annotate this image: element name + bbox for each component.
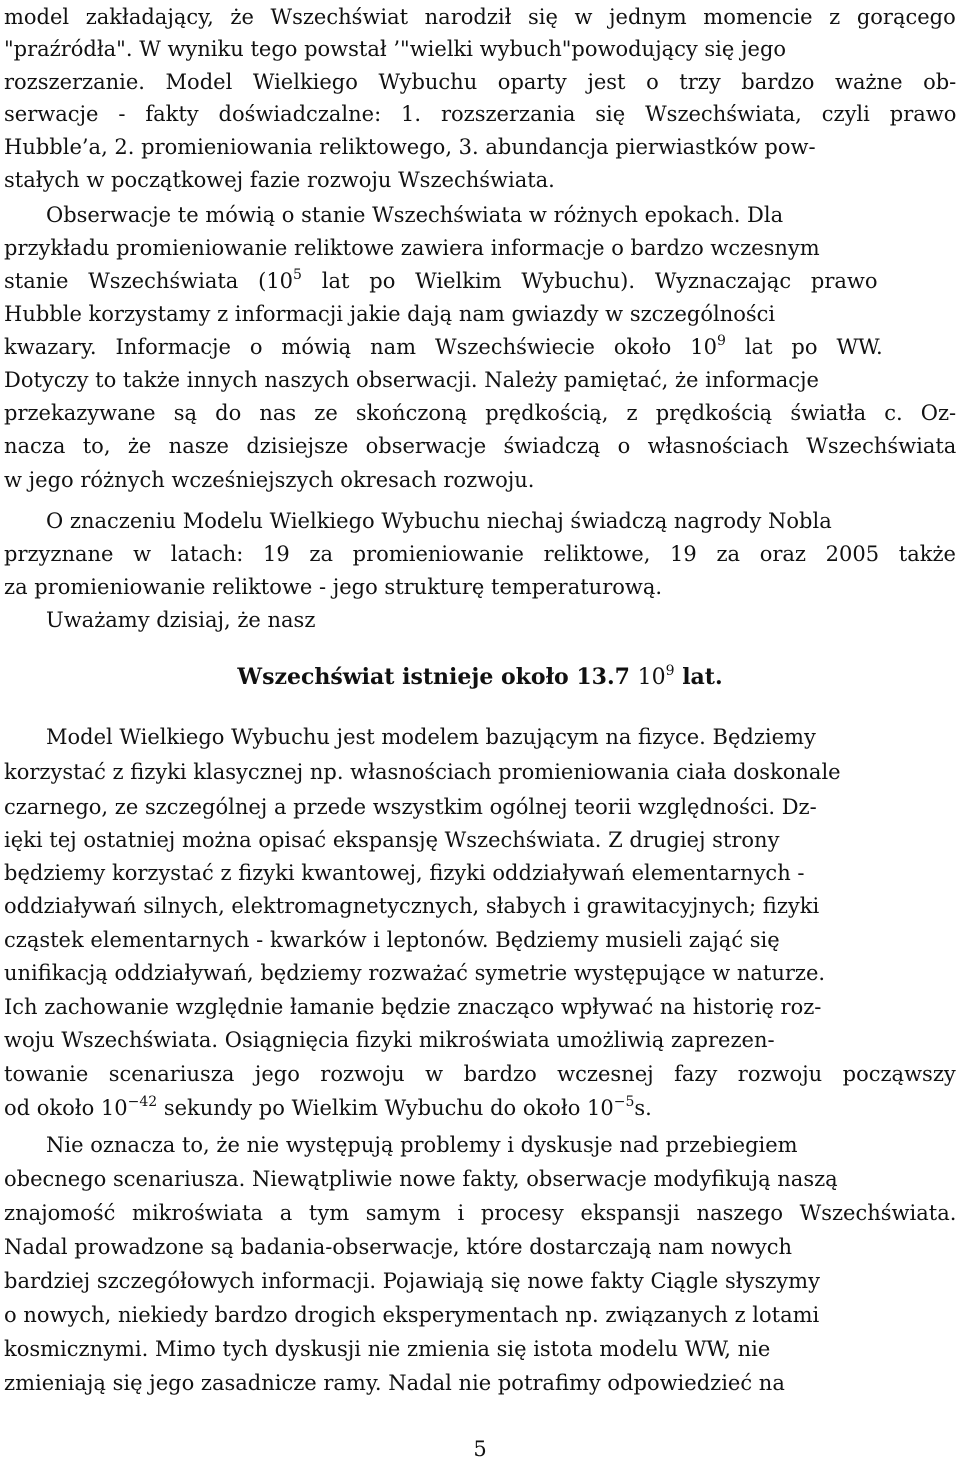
- text-line: unifikacją oddziaływań, będziemy rozważać symetrie występujące w naturze.: [4, 961, 826, 985]
- exponent: 9: [716, 333, 726, 349]
- text-line: w jego różnych wcześniejszych okresach rozwoju.: [4, 468, 535, 492]
- text-line: Dotyczy to także innych naszych obserwacji. Należy pamiętać, że informacje: [4, 368, 819, 392]
- highlight-text: Wszechświat istnieje około 13.7: [237, 664, 638, 690]
- text-line: [4, 264, 878, 298]
- text-line: zmieniają się jego zasadnicze ramy. Nadal nie potrafimy odpowiedzieć na: [4, 1371, 785, 1395]
- text-line: będziemy korzystać z fizyki kwantowej, fizyki oddziaływań elementarnych -: [4, 861, 805, 885]
- text-line: przykładu promieniowanie reliktowe zawiera informacje o bardzo wczesnym: [4, 236, 820, 260]
- text-line: woju Wszechświata. Osiągnięcia fizyki mikroświata umożliwią zaprezen-: [4, 1028, 775, 1052]
- text-line: Hubble korzystamy z informacji jakie dają nam gwiazdy w szczególności: [4, 302, 776, 326]
- text-segment: kwazary. Informacje o mówią nam Wszechświecie około 10: [4, 335, 717, 359]
- text-line: oddziaływań silnych, elektromagnetycznych, słabych i grawitacyjnych; fizyki: [4, 894, 820, 918]
- text-line: [4, 1091, 652, 1125]
- text-line: Model Wielkiego Wybuchu jest modelem bazującym na fizyce. Będziemy: [46, 725, 816, 749]
- highlight-text: lat.: [674, 664, 723, 690]
- text-line: znajomość mikroświata a tym samym i procesy ekspansji naszego Wszechświata.: [4, 1201, 957, 1225]
- text-segment: stanie Wszechświata (10: [4, 269, 294, 293]
- text-line: bardziej szczegółowych informacji. Pojawiają się nowe fakty Ciągle słyszymy: [4, 1269, 820, 1293]
- text-line: cząstek elementarnych - kwarków i leptonów. Będziemy musieli zająć się: [4, 928, 780, 952]
- exponent: −42: [127, 1094, 158, 1110]
- exponent: −5: [613, 1094, 635, 1110]
- text-line: Ich zachowanie względnie łamanie będzie znacząco wpływać na historię roz-: [4, 995, 822, 1019]
- text-line: O znaczeniu Modelu Wielkiego Wybuchu niechaj świadczą nagrody Nobla: [46, 509, 832, 533]
- text-line: przekazywane są do nas ze skończoną prędkością, z prędkością światła c. Oz-: [4, 401, 957, 425]
- text-line: Obserwacje te mówią o stanie Wszechświata w różnych epokach. Dla: [46, 203, 784, 227]
- highlight-statement: [4, 660, 956, 695]
- text-line: o nowych, niekiedy bardzo drogich eksperymentach np. związanych z lotami: [4, 1303, 820, 1327]
- text-line: za promieniowanie reliktowe - jego strukturę temperaturową.: [4, 575, 663, 599]
- highlight-number: 10: [637, 665, 666, 690]
- text-line: rozszerzanie. Model Wielkiego Wybuchu oparty jest o trzy bardzo ważne ob-: [4, 70, 957, 94]
- text-line: ięki tej ostatniej można opisać ekspansję Wszechświata. Z drugiej strony: [4, 828, 780, 852]
- text-line: przyznane w latach: 19 za promieniowanie reliktowe, 19 za oraz 2005 także: [4, 542, 956, 566]
- text-segment: sekundy po Wielkim Wybuchu do około 10: [157, 1096, 614, 1120]
- page-number: 5: [473, 1437, 487, 1461]
- text-line: Nadal prowadzone są badania-obserwacje, które dostarczają nam nowych: [4, 1235, 793, 1259]
- text-line: Nie oznacza to, że nie występują problemy i dyskusje nad przebiegiem: [46, 1133, 798, 1157]
- text-line: czarnego, ze szczególnej a przede wszystkim ogólnej teorii względności. Dz-: [4, 795, 817, 819]
- text-line: nacza to, że nasze dzisiejsze obserwacje świadczą o własnościach Wszechświata: [4, 434, 957, 458]
- text-line: obecnego scenariusza. Niewątpliwie nowe fakty, obserwacje modyfikują naszą: [4, 1167, 838, 1191]
- text-line: model zakładający, że Wszechświat narodził się w jednym momencie z gorącego: [4, 5, 956, 29]
- text-line: "praźródła". W wyniku tego powstał ’"wielki wybuch"powodujący się jego: [4, 37, 787, 61]
- text-line: Hubble’a, 2. promieniowania reliktowego, 3. abundancja pierwiastków pow-: [4, 135, 816, 159]
- text-line: Uważamy dzisiaj, że nasz: [46, 608, 316, 632]
- exponent: 5: [293, 267, 302, 283]
- text-line: kosmicznymi. Mimo tych dyskusji nie zmienia się istota modelu WW, nie: [4, 1337, 771, 1361]
- text-segment: lat po Wielkim Wybuchu). Wyznaczając prawo: [301, 269, 878, 293]
- text-line: towanie scenariusza jego rozwoju w bardzo wczesnej fazy rozwoju począwszy: [4, 1062, 956, 1086]
- text-segment: lat po WW.: [725, 335, 883, 359]
- exponent: 9: [665, 663, 675, 679]
- text-line: stałych w początkowej fazie rozwoju Wszechświata.: [4, 168, 555, 192]
- text-segment: s.: [634, 1096, 652, 1120]
- text-line: [4, 330, 883, 364]
- text-segment: od około 10: [4, 1096, 128, 1120]
- text-line: serwacje - fakty doświadczalne: 1. rozszerzania się Wszechświata, czyli prawo: [4, 102, 957, 126]
- text-line: korzystać z fizyki klasycznej np. własnościach promieniowania ciała doskonale: [4, 760, 841, 784]
